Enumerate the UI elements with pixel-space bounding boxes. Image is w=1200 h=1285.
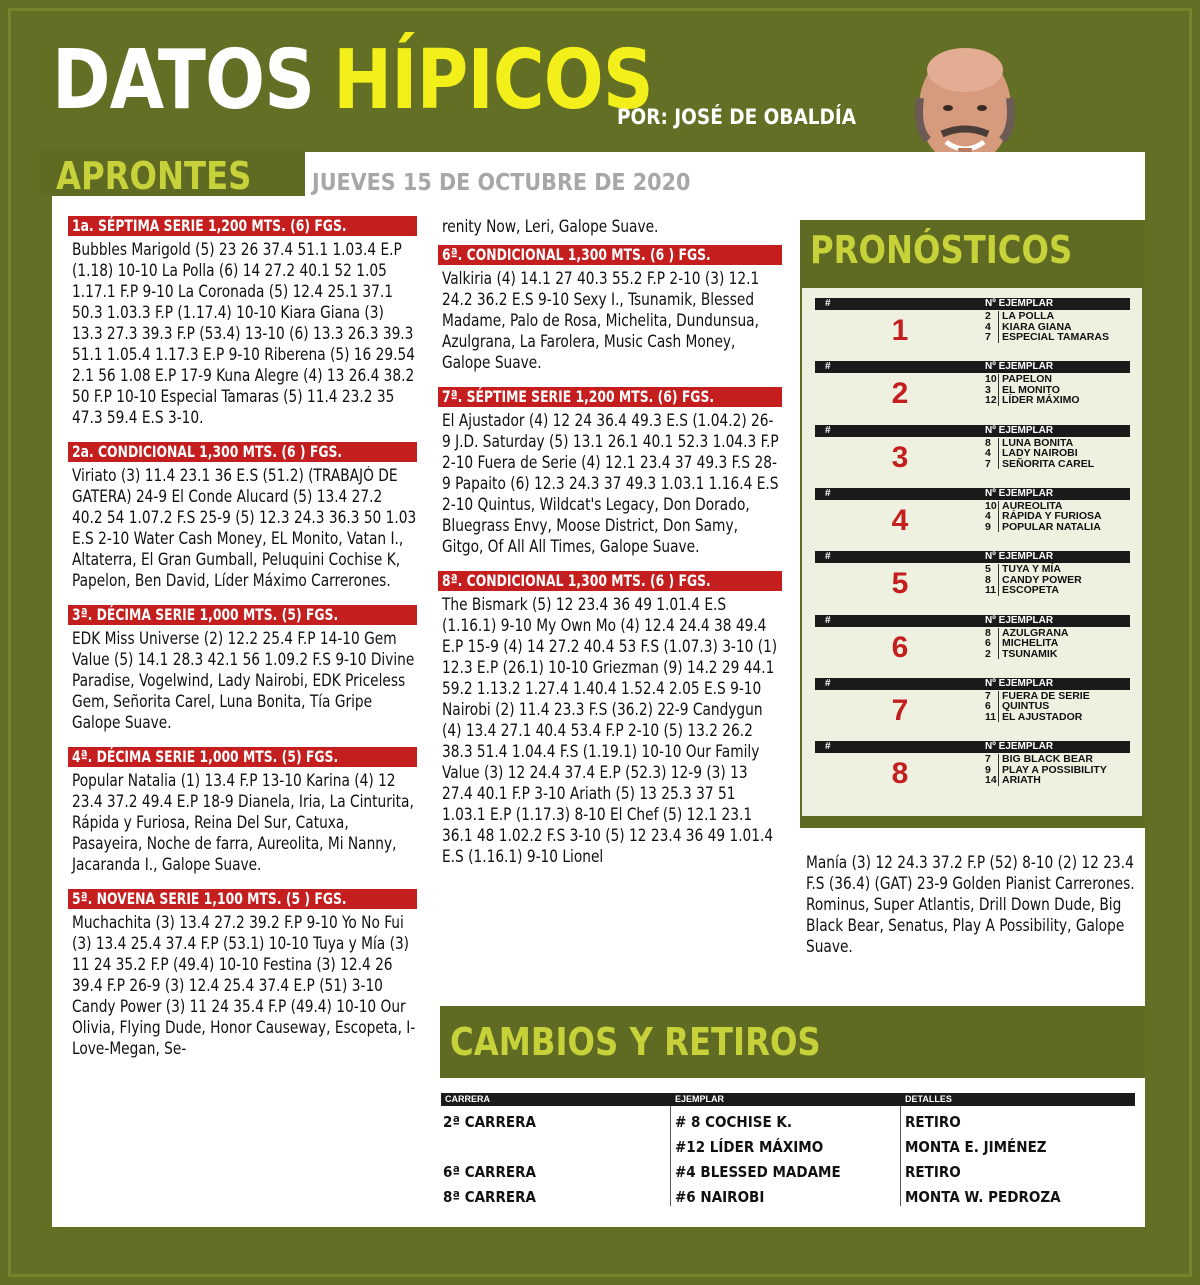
changes-table-header <box>441 1093 1135 1106</box>
pick-number: 2 <box>985 311 999 322</box>
pick-number: 6 <box>985 638 999 649</box>
pick-horse: ESPECIAL TAMARAS <box>1002 331 1109 343</box>
pick-horse: KIARA GIANA <box>1002 320 1072 333</box>
pick-horse: LUNA BONITA <box>1002 436 1074 449</box>
forecast-race <box>815 361 1130 421</box>
race-2-text: Viriato (3) 11.4 23.1 36 E.S (51.2) (TRABAJÓ DE GATERA) 24-9 El Conde Alucard (5) 13.4 27.2 40.2 54 1.07.2 F.S 25-9 (5) 12.3 24.3 36.3 50 1.03 E.S 2-10 Water Cash Money, EL Monito, Vatan I., Altaterra, El Gran Gumball, Peluquini Cochise K, Papelon, Ben David, Líder Máximo Carrerones. <box>72 466 417 590</box>
header-details: DETALLES <box>905 1094 952 1104</box>
issue-date: JUEVES 15 DE OCTUBRE DE 2020 <box>312 170 691 196</box>
forecast-col-label: Nº EJEMPLAR <box>985 741 1054 753</box>
forecast-col-label: Nº EJEMPLAR <box>985 298 1054 309</box>
forecast-picks <box>985 564 1082 596</box>
race-7-text: El Ajustador (4) 12 24 36.4 49.3 E.S (1.04.2) 26-9 J.D. Saturday (5) 13.1 26.1 40.1 52.3 1.04.3 F.P 2-10 Fuera de Serie (4) 12.1 23.4 37 49.3 F.S 28-9 Papaito (6) 12.3 24.3 37 49.3 1.03.1 1.16.4 E.S 2-10 Quintus, Wildcat's Legacy, Don Dorado, Bluegrass Envy, Moose District, Don Samy, Gitgo, Of All All Times, Galope Suave. <box>442 411 779 556</box>
pick-number: 11 <box>985 712 999 723</box>
byline: POR: JOSÉ DE OBALDÍA <box>617 105 857 129</box>
forecast-col-label: Nº EJEMPLAR <box>985 614 1054 626</box>
pick-horse: LÍDER MÁXIMO <box>1002 394 1080 407</box>
forecast-hash: # <box>825 361 831 373</box>
race-4-header: 4ª. DÉCIMA SERIE 1,000 MTS. (5) FGS. <box>68 747 417 767</box>
pick-number: 4 <box>985 511 999 522</box>
section-title: APRONTES <box>56 154 252 198</box>
forecast-race-header <box>815 551 1130 563</box>
change-race: 6ª CARRERA <box>443 1163 536 1181</box>
change-horse: # 8 COCHISE K. <box>675 1113 792 1131</box>
forecast-race <box>815 551 1130 611</box>
forecast-race-number: 1 <box>891 314 909 347</box>
forecast-race <box>815 678 1130 738</box>
change-horse: #4 BLESSED MADAME <box>675 1163 841 1181</box>
forecast-hash: # <box>825 424 831 436</box>
pick-number: 4 <box>985 448 999 459</box>
header-horse: EJEMPLAR <box>675 1094 725 1104</box>
pick-horse: RÁPIDA Y FURIOSA <box>1002 510 1102 523</box>
forecast-race-number: 7 <box>891 693 909 727</box>
forecast-race-header <box>815 425 1130 437</box>
pick-number: 3 <box>985 385 999 396</box>
pick-number: 10 <box>985 501 999 512</box>
forecast-pick <box>985 585 1082 596</box>
pick-horse: PLAY A POSSIBILITY <box>1002 763 1107 776</box>
forecast-race-number: 8 <box>891 757 909 791</box>
race-3-header: 3ª. DÉCIMA SERIE 1,000 MTS. (5) FGS. <box>68 605 417 625</box>
race-3-section <box>72 605 417 733</box>
forecast-hash: # <box>825 741 831 753</box>
changes-row <box>441 1188 1135 1212</box>
race-5-section <box>72 889 417 1059</box>
pick-horse: QUINTUS <box>1002 700 1050 713</box>
pick-number: 11 <box>985 585 999 596</box>
forecast-race-header <box>815 678 1130 690</box>
forecast-col-label: Nº EJEMPLAR <box>985 487 1054 499</box>
pick-horse: LA POLLA <box>1002 310 1055 322</box>
pick-horse: AUREOLITA <box>1002 499 1063 512</box>
title-word-2: HÍPICOS <box>333 33 653 128</box>
change-detail: RETIRO <box>905 1113 961 1131</box>
pick-horse: MICHELITA <box>1002 637 1059 649</box>
change-detail: MONTA E. JIMÉNEZ <box>905 1138 1047 1156</box>
forecast-hash: # <box>825 677 831 689</box>
forecast-pick <box>985 522 1102 533</box>
race-6-header: 6ª. CONDICIONAL 1,300 MTS. (6 ) FGS. <box>438 245 782 265</box>
forecast-picks <box>985 691 1090 723</box>
race-8-header: 8ª. CONDICIONAL 1,300 MTS. (6 ) FGS. <box>438 571 782 591</box>
forecast-picks <box>985 438 1094 470</box>
pick-number: 10 <box>985 374 999 385</box>
forecast-hash: # <box>825 551 831 563</box>
change-horse: #6 NAIROBI <box>675 1188 765 1206</box>
forecast-race-header <box>815 488 1130 500</box>
pick-number: 8 <box>985 438 999 449</box>
pick-horse: ESCOPETA <box>1002 584 1059 597</box>
pick-horse: CANDY POWER <box>1002 573 1082 586</box>
pick-number: 7 <box>985 332 999 343</box>
pick-horse: AZULGRANA <box>1002 626 1069 639</box>
pick-number: 7 <box>985 754 999 765</box>
change-horse: #12 LÍDER MÁXIMO <box>675 1138 824 1156</box>
forecast-pick <box>985 332 1109 343</box>
race-2-header: 2a. CONDICIONAL 1,300 MTS. (6 ) FGS. <box>68 442 417 462</box>
forecast-race-number: 4 <box>891 503 909 537</box>
forecast-hash: # <box>825 614 831 626</box>
changes-title: CAMBIOS Y RETIROS <box>450 1020 821 1064</box>
pick-horse: LADY NAIROBI <box>1002 447 1078 460</box>
forecast-race-header <box>815 615 1130 627</box>
forecast-race-number: 5 <box>891 567 909 601</box>
column-1 <box>72 216 417 1073</box>
pick-horse: ARIATH <box>1002 774 1041 787</box>
race-1-header: 1a. SÉPTIMA SERIE 1,200 MTS. (6) FGS. <box>68 216 417 236</box>
forecast-race <box>815 425 1130 485</box>
pick-horse: TUYA Y MÍA <box>1002 563 1061 576</box>
pick-number: 8 <box>985 628 999 639</box>
pick-number: 8 <box>985 575 999 586</box>
change-race: 8ª CARRERA <box>443 1188 536 1206</box>
forecast-race-header <box>815 741 1130 753</box>
pick-horse: TSUNAMIK <box>1002 647 1058 660</box>
forecast-pick <box>985 649 1069 660</box>
pick-number: 5 <box>985 564 999 575</box>
pick-number: 2 <box>985 649 999 660</box>
race-1-section <box>72 216 417 428</box>
forecast-pick <box>985 775 1107 786</box>
forecast-race <box>815 298 1130 358</box>
race-2-section <box>72 442 417 591</box>
forecast-race-number: 6 <box>891 630 909 664</box>
race-8-text: The Bismark (5) 12 23.4 36 49 1.01.4 E.S (1.16.1) 9-10 My Own Mo (4) 12.4 24.4 38 49.4 E.P 15-9 (4) 14 27.2 40.4 53 F.S (1.07.3) 3-10 (1) 12.3 E.P (26.1) 10-10 Griezman (9) 14.2 29 44.1 59.2 1.13.2 1.27.4 1.40.4 1.52.4 2.05 E.S 9-10 Nairobi (2) 11.4 23.3 F.S (36.2) 22-9 Candygun (4) 13.4 27.1 40.4 53.4 F.P 2-10 (5) 13.2 26.2 38.3 51.4 1.04.4 F.S (1.19.1) 10-10 Our Family Value (3) 12 24.4 37.4 E.P (52.3) 12-9 (3) 13 27.4 40.1 F.P 3-10 Ariath (5) 13 25.3 37 51 1.03.1 E.P (1.17.3) 8-10 El Chef (5) 12.1 23.1 36.1 48 1.02.2 F.S 3-10 (5) 12 23.4 36 49 1.01.4 E.S (1.16.1) 9-10 Lionel <box>442 595 778 866</box>
forecast-hash: # <box>825 298 831 309</box>
forecast-picks <box>985 374 1080 406</box>
pick-number: 12 <box>985 395 999 406</box>
pick-number: 4 <box>985 322 999 333</box>
race-8-section <box>442 571 782 867</box>
race-5-text: Muchachita (3) 13.4 27.2 39.2 F.P 9-10 Yo No Fui (3) 13.4 25.4 37.4 F.P (53.1) 10-10 Tuya y Mía (3) 11 24 35.2 F.P (49.4) 10-10 Festina (3) 12.4 26 39.4 F.P 26-9 (3) 12.4 25.4 37.4 E.P (51) 3-10 Candy Power (3) 11 24 35.4 F.P (49.4) 10-10 Our Olivia, Flying Dude, Honor Causeway, Escopeta, I-Love-Megan, Se- <box>72 913 416 1058</box>
forecast-picks <box>985 311 1109 343</box>
forecast-col-label: Nº EJEMPLAR <box>985 361 1054 373</box>
forecast-race <box>815 741 1130 801</box>
pick-horse: EL AJUSTADOR <box>1002 710 1083 723</box>
forecast-race <box>815 615 1130 675</box>
race-5-text-continued: renity Now, Leri, Galope Suave. <box>442 217 659 236</box>
change-detail: MONTA W. PEDROZA <box>905 1188 1061 1206</box>
race-5-continued <box>442 216 782 237</box>
header-race: CARRERA <box>445 1094 490 1104</box>
race-1-text: Bubbles Marigold (5) 23 26 37.4 51.1 1.03.4 E.P (1.18) 10-10 La Polla (6) 14 27.2 40.1 52 1.05 1.17.1 F.P 9-10 La Coronada (5) 12.4 25.1 37.1 50.3 1.03.3 F.P (1.17.4) 10-10 Kiara Giana (3) 13.3 27.3 39.3 F.P (53.4) 13-10 (6) 13.3 26.3 39.3 51.1 1.05.4 1.17.3 E.P 9-10 Riberena (5) 16 29.54 2.1 56 1.08 E.P 17-9 Kuna Alegre (4) 13 26.4 38.2 50 F.P 10-10 Especial Tamaras (5) 11.4 23.2 35 47.3 59.4 E.S 3-10. <box>72 240 415 427</box>
pick-number: 6 <box>985 701 999 712</box>
pick-number: 7 <box>985 691 999 702</box>
forecast-picks <box>985 754 1107 786</box>
forecast-race-number: 2 <box>891 377 909 411</box>
pick-number: 9 <box>985 765 999 776</box>
forecast-pick <box>985 712 1090 723</box>
race-7-section <box>442 387 782 557</box>
race-5-header: 5ª. NOVENA SERIE 1,100 MTS. (5 ) FGS. <box>68 889 417 909</box>
race-4-text: Popular Natalia (1) 13.4 F.P 13-10 Karina (4) 12 23.4 37.2 49.4 E.P 18-9 Dianela, Iria, La Cinturita, Rápida y Furiosa, Reina Del Sur, Catuxa, Pasayeira, Noche de farra, Aureolita, Mi Nanny, Jacaranda I., Galope Suave. <box>72 771 414 874</box>
forecast-race-header <box>815 361 1130 373</box>
pick-horse: SEÑORITA CAREL <box>1002 457 1095 470</box>
forecast-pick <box>985 395 1080 406</box>
forecast-race-header <box>815 298 1130 310</box>
pick-horse: BIG BLACK BEAR <box>1002 753 1093 766</box>
changes-row <box>441 1113 1135 1137</box>
forecast-picks <box>985 501 1102 533</box>
changes-row <box>441 1163 1135 1187</box>
pick-horse: EL MONITO <box>1002 383 1060 396</box>
race-7-header: 7ª. SÉPTIME SERIE 1,200 MTS. (6) FGS. <box>438 387 782 407</box>
changes-row <box>441 1138 1135 1162</box>
pick-number: 9 <box>985 522 999 533</box>
forecast-pick <box>985 459 1094 470</box>
change-detail: RETIRO <box>905 1163 961 1181</box>
pick-horse: POPULAR NATALIA <box>1002 520 1101 533</box>
change-race: 2ª CARRERA <box>443 1113 536 1131</box>
forecast-picks <box>985 628 1069 660</box>
pick-number: 7 <box>985 459 999 470</box>
forecast-hash: # <box>825 487 831 499</box>
forecast-col-label: Nº EJEMPLAR <box>985 551 1054 563</box>
page-title <box>52 33 653 128</box>
column-3-text: Manía (3) 12 24.3 37.2 F.P (52) 8-10 (2) 12 23.4 F.S (36.4) (GAT) 23-9 Golden Pianist Carrerones. Rominus, Super Atlantis, Drill Down Dude, Big Black Bear, Senatus, Play A Possibility, Galope Suave. <box>806 853 1135 956</box>
forecast-col-label: Nº EJEMPLAR <box>985 424 1054 436</box>
race-6-section <box>442 245 782 373</box>
race-4-section <box>72 747 417 875</box>
pick-horse: FUERA DE SERIE <box>1002 689 1090 702</box>
title-word-1: DATOS <box>52 33 315 128</box>
forecast-col-label: Nº EJEMPLAR <box>985 677 1054 689</box>
forecast-title: PRONÓSTICOS <box>810 228 1073 272</box>
pick-horse: PAPELON <box>1002 373 1052 386</box>
race-6-text: Valkiria (4) 14.1 27 40.3 55.2 F.P 2-10 (3) 12.1 24.2 36.2 E.S 9-10 Sexy I., Tsunamik, Blessed Madame, Palo de Rosa, Michelita, Dundunsua, Azulgrana, La Farolera, Music Cash Money, Galope Suave. <box>442 269 760 372</box>
pick-number: 14 <box>985 775 999 786</box>
column-2 <box>442 216 782 881</box>
forecast-race <box>815 488 1130 548</box>
forecast-race-number: 3 <box>891 440 909 474</box>
race-3-text: EDK Miss Universe (2) 12.2 25.4 F.P 14-10 Gem Value (5) 14.1 28.3 42.1 56 1.09.2 F.S 9-10 Divine Paradise, Vogelwind, Lady Nairobi, EDK Priceless Gem, Señorita Carel, Luna Bonita, Tía Gripe Galope Suave. <box>72 629 415 732</box>
